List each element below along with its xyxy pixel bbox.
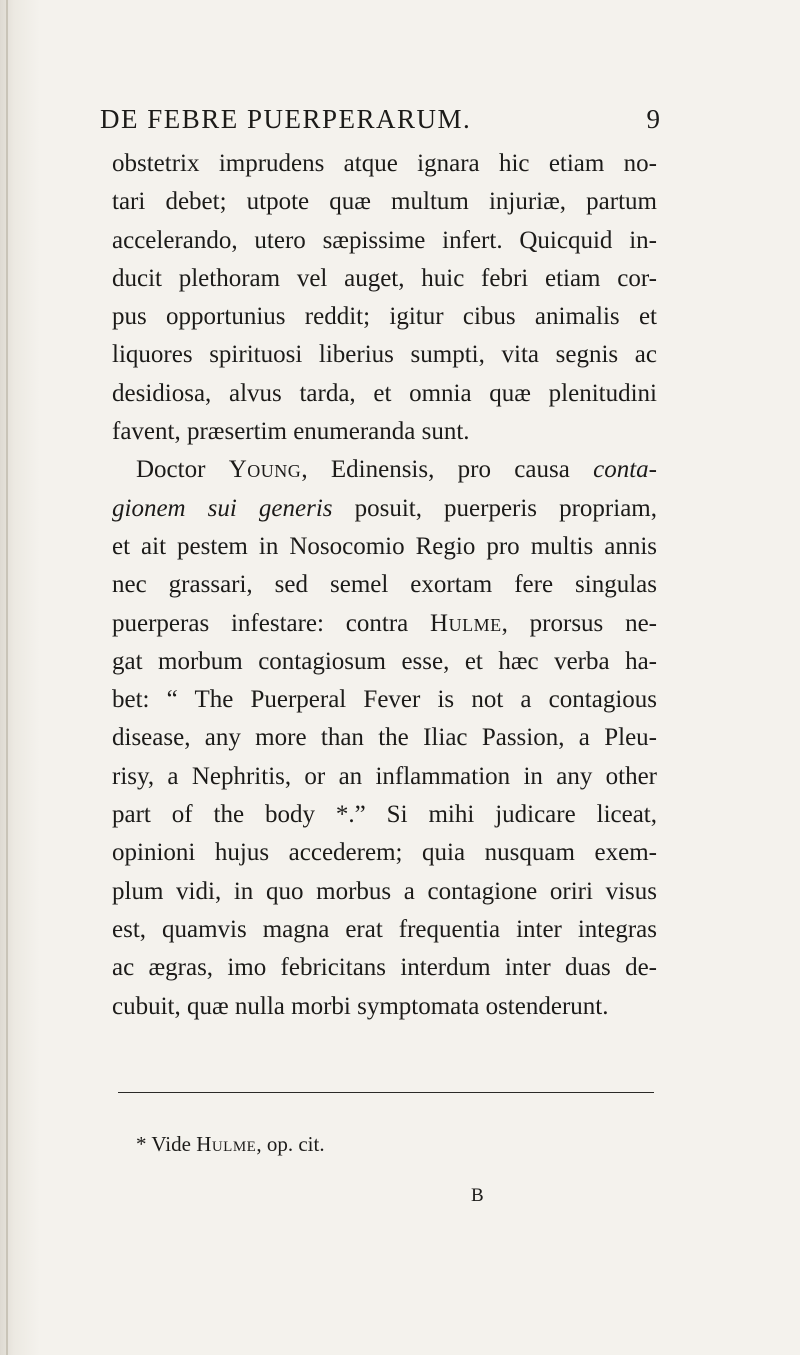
text-line: puerperas infestare: contra Hulme, prorsus ne- <box>112 609 657 637</box>
body-text <box>112 145 657 1026</box>
page-number: 9 <box>646 104 660 134</box>
text-line: cubuit, quæ nulla morbi symptomata ostenderunt. <box>112 992 609 1020</box>
author-name-young: Young <box>228 456 302 484</box>
text-line: liquores spirituosi liberius sumpti, vita segnis ac <box>112 341 657 369</box>
text-line: desidiosa, alvus tarda, et omnia quæ plenitudini <box>112 379 657 407</box>
footnote: * Vide Hulme, op. cit. <box>136 1132 325 1156</box>
text-line: ac ægras, imo febricitans interdum inter duas de- <box>112 954 657 982</box>
text-line: pus opportunius reddit; igitur cibus animalis et <box>112 303 657 331</box>
text-line: bet: “ The Puerperal Fever is not a contagious <box>112 686 657 714</box>
text-line: accelerando, utero sæpissime infert. Quicquid in- <box>112 226 657 254</box>
running-head: DE FEBRE PUERPERARUM. <box>100 104 472 134</box>
text-line: ducit plethoram vel auget, huic febri etiam cor- <box>112 264 657 292</box>
text-line: favent, præsertim enumeranda sunt. <box>112 418 470 446</box>
text-line: nec grassari, sed semel exortam fere singulas <box>112 571 657 599</box>
text-line: disease, any more than the Iliac Passion, a Pleu- <box>112 724 657 752</box>
text-line: est, quamvis magna erat frequentia inter integras <box>112 915 657 943</box>
footnote-rule <box>118 1092 654 1093</box>
author-name-hulme: Hulme <box>430 609 502 637</box>
signature-mark: B <box>471 1185 484 1206</box>
text-line: risy, a Nephritis, or an inflammation in any other <box>112 762 657 790</box>
text-line: plum vidi, in quo morbus a contagione oriri visus <box>112 877 657 905</box>
binding-gutter <box>6 0 8 1355</box>
text-line: et ait pestem in Nosocomio Regio pro multis annis <box>112 532 657 560</box>
text-line: gat morbum contagiosum esse, et hæc verba ha- <box>112 647 657 675</box>
text-line: obstetrix imprudens atque ignara hic etiam no- <box>112 150 657 177</box>
page-header <box>100 104 660 144</box>
text-line: opinioni hujus accederem; quia nusquam exem- <box>112 839 657 867</box>
text-line: gionem sui generis posuit, puerperis propriam, <box>112 494 657 522</box>
text-line: tari debet; utpote quæ multum injuriæ, partum <box>112 188 657 216</box>
text-line: Doctor Young, Edinensis, pro causa conta- <box>136 456 658 484</box>
text-line: part of the body *.” Si mihi judicare liceat, <box>112 801 657 829</box>
footnote-author-hulme: Hulme <box>196 1132 257 1156</box>
